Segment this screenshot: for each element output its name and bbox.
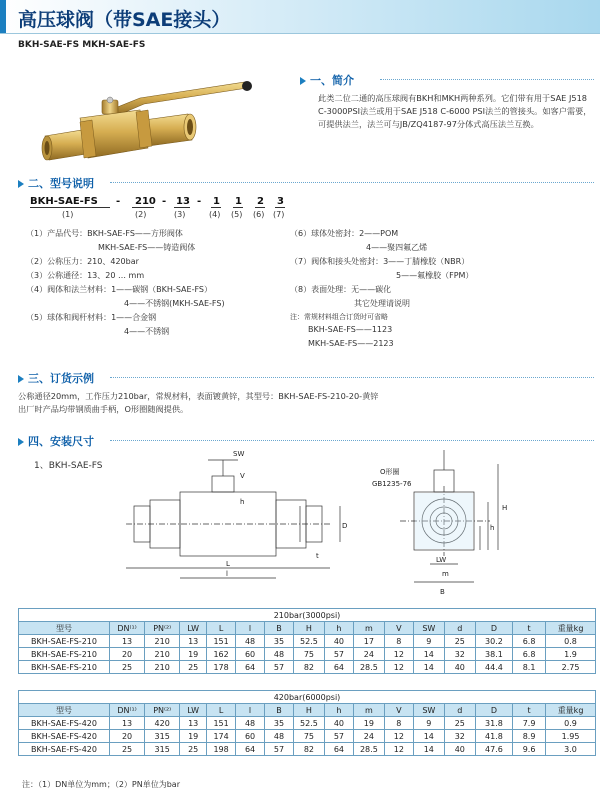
table-cell: 14 (413, 730, 444, 743)
model-code-index: (1) (62, 210, 74, 219)
dim-oring-std: GB1235-76 (372, 480, 412, 488)
table-cell: 12 (384, 648, 413, 661)
table-cell: 20 (109, 730, 144, 743)
dim-ring-h: h (490, 524, 495, 532)
table-row (19, 648, 596, 661)
table-cell: 48 (236, 717, 265, 730)
table-cell: 9.6 (513, 743, 546, 756)
model-desc-left: （2）公称压力：210、420bar (26, 257, 139, 266)
section-arrow-icon (18, 180, 24, 188)
table-header-cell: l (236, 622, 265, 635)
table-cell: 8 (384, 635, 413, 648)
model-desc-left: MKH-SAE-FS——铸造阀体 (98, 243, 196, 252)
table-cell: 8 (384, 717, 413, 730)
table-cell: 0.9 (546, 717, 596, 730)
table-cell: 14 (413, 661, 444, 674)
table-cell: 40 (444, 661, 475, 674)
table-cell: 6.8 (513, 648, 546, 661)
order-example (18, 390, 379, 416)
table-cell: 32 (444, 730, 475, 743)
dim-sw: SW (233, 450, 245, 458)
model-code-index: (4) (209, 210, 221, 219)
model-underline (174, 207, 190, 208)
table-cell: 8.9 (513, 730, 546, 743)
table-cell: 19 (180, 730, 207, 743)
table-cell: 25 (444, 635, 475, 648)
model-desc-note: 注：常规材料组合订货时可省略 (290, 313, 388, 321)
divider (380, 79, 594, 80)
table-cell: 38.1 (475, 648, 512, 661)
table-cell: 315 (145, 743, 180, 756)
table-cell: 32 (444, 648, 475, 661)
dim-d: D (342, 522, 348, 530)
table-cell: 82 (293, 743, 324, 756)
table-header-cell: d (444, 704, 475, 717)
table-cell: 9 (413, 717, 444, 730)
table-cell: 75 (293, 730, 324, 743)
spec-table-210bar (18, 608, 596, 674)
table-cell: 7.9 (513, 717, 546, 730)
table-cell: 13 (180, 635, 207, 648)
table-cell: 24 (353, 648, 384, 661)
dim-v: V (240, 472, 245, 480)
intro-section-title: 一、简介 (300, 72, 354, 88)
model-desc-right: 5——氟橡胶（FPM） (396, 271, 474, 280)
table-header-cell: h (324, 704, 353, 717)
order-line: 出厂时产品均带钢质曲手柄，O形圈随阀提供。 (18, 404, 189, 414)
table-cell: 25 (444, 717, 475, 730)
table-cell: 82 (293, 661, 324, 674)
model-code-part: 3 (277, 196, 284, 207)
table-cell: 1.95 (546, 730, 596, 743)
table-cell: 44.4 (475, 661, 512, 674)
table-cell: 13 (109, 635, 144, 648)
dim-h: h (240, 498, 245, 506)
dim-h-big: H (502, 504, 508, 512)
spec-table-420bar (18, 690, 596, 756)
table-header-cell: V (384, 622, 413, 635)
footnote: 注：（1）DN单位为mm；（2）PN单位为bar (22, 780, 180, 789)
table-cell: 60 (236, 648, 265, 661)
table-header-cell: H (293, 622, 324, 635)
table-cell: BKH-SAE-FS-210 (19, 635, 110, 648)
model-section-title: 二、型号说明 (18, 175, 94, 191)
model-code-part: 13 (176, 196, 190, 207)
order-line: 公称通径20mm，工作压力210bar，常规材料，表面镀黄锌，其型号：BKH-SAE-FS-210-20-黄锌 (18, 391, 379, 401)
table-cell: 198 (207, 743, 236, 756)
table-cell: 40 (444, 743, 475, 756)
table-header-cell: L (207, 704, 236, 717)
table-cell: 25 (109, 743, 144, 756)
table-cell: 57 (265, 661, 294, 674)
table-cell: 25 (109, 661, 144, 674)
model-desc-right: BKH-SAE-FS——1123 (308, 325, 393, 334)
dimension-drawing (0, 440, 600, 610)
divider (110, 182, 594, 183)
section-arrow-icon (300, 77, 306, 85)
table-cell: 75 (293, 648, 324, 661)
table-header-cell: SW (413, 622, 444, 635)
model-desc-left: 4——不锈钢 (124, 327, 170, 336)
table-cell: 35 (265, 635, 294, 648)
dim-oring: O形圈 (380, 468, 400, 476)
table-cell: 40 (324, 717, 353, 730)
table-header-cell: l (236, 704, 265, 717)
page-header (0, 0, 600, 34)
table-cell: 60 (236, 730, 265, 743)
intro-text: 此类二位二通的高压球阀有BKH和MKH两种系列。它们带有用于SAE J518 C-3000PSI法兰或用于SAE J518 C-6000 PSI法兰的管接头。如客户需要，可提供法兰，法兰可与JB/ZQ4187-97分体式高压法兰互换。 (318, 93, 592, 129)
table-cell: 8.1 (513, 661, 546, 674)
model-underline (211, 207, 221, 208)
table-cell: 0.8 (546, 635, 596, 648)
section-arrow-icon (18, 375, 24, 383)
table-header-cell: LW (180, 622, 207, 635)
table-cell: 25 (180, 661, 207, 674)
table-row (19, 661, 596, 674)
header-accent-bar (0, 0, 6, 33)
model-underline (233, 207, 243, 208)
table-cell: 19 (353, 717, 384, 730)
table-cell: 12 (384, 661, 413, 674)
install-section-title: 四、安装尺寸 (18, 433, 94, 449)
table-cell: 35 (265, 717, 294, 730)
table-header-cell: PN⁽²⁾ (145, 622, 180, 635)
dim-m: m (442, 570, 449, 578)
table-cell: 12 (384, 730, 413, 743)
table-header-cell: h (324, 622, 353, 635)
table-header-cell: t (513, 704, 546, 717)
table-cell: 52.5 (293, 635, 324, 648)
table-cell: 151 (207, 717, 236, 730)
table-header-cell: D (475, 704, 512, 717)
model-underline (132, 207, 154, 208)
table-header-cell: V (384, 704, 413, 717)
table-cell: BKH-SAE-FS-420 (19, 717, 110, 730)
table-row (19, 730, 596, 743)
table-cell: 57 (265, 743, 294, 756)
model-code-index: (6) (253, 210, 265, 219)
divider (110, 377, 594, 378)
page-title: 高压球阀（带SAE接头） (18, 9, 231, 31)
model-desc-right: （6）球体处密封：2——POM (290, 229, 399, 238)
table-cell: 41.8 (475, 730, 512, 743)
table-header-cell: m (353, 704, 384, 717)
model-code-part: BKH-SAE-FS (30, 196, 98, 207)
table-cell: 14 (413, 743, 444, 756)
install-subtitle: 1、BKH-SAE-FS (34, 461, 103, 471)
table-cell: 47.6 (475, 743, 512, 756)
model-desc-left: 4——不锈钢(MKH-SAE-FS) (124, 299, 225, 308)
table-cell: 19 (180, 648, 207, 661)
model-code-part: 1 (213, 196, 220, 207)
dim-b: B (440, 588, 445, 596)
table-cell: 28.5 (353, 743, 384, 756)
model-desc-left: （5）球体和阀杆材料：1——合金钢 (26, 313, 157, 322)
table-header-cell: PN⁽²⁾ (145, 704, 180, 717)
table-cell: 31.8 (475, 717, 512, 730)
table-cell: 40 (324, 635, 353, 648)
model-desc-right: 其它处理请说明 (354, 299, 410, 308)
table-header-cell: D (475, 622, 512, 635)
table-cell: 48 (265, 648, 294, 661)
model-underline (255, 207, 265, 208)
model-code-part: - (197, 196, 202, 207)
table-header-cell: m (353, 622, 384, 635)
model-desc-right: MKH-SAE-FS——2123 (308, 339, 394, 348)
order-section-title: 三、订货示例 (18, 370, 94, 386)
table-header-cell: DN⁽¹⁾ (109, 704, 144, 717)
table-cell: 151 (207, 635, 236, 648)
table-cell: 3.0 (546, 743, 596, 756)
table-cell: 30.2 (475, 635, 512, 648)
model-desc-right: （8）表面处理：无——碳化 (290, 285, 392, 294)
table-row (19, 717, 596, 730)
table-cell: 210 (145, 635, 180, 648)
model-underline (30, 207, 110, 208)
table-cell: 9 (413, 635, 444, 648)
model-code-part: - (116, 196, 121, 207)
table-cell: 420 (145, 717, 180, 730)
model-desc-right: 4——聚四氟乙烯 (366, 243, 428, 252)
table-caption: 210bar(3000psi) (19, 609, 596, 622)
dim-t: t (316, 552, 319, 560)
table-cell: 315 (145, 730, 180, 743)
model-underline (275, 207, 285, 208)
table-cell: 178 (207, 661, 236, 674)
table-header-cell: DN⁽¹⁾ (109, 622, 144, 635)
table-cell: 20 (109, 648, 144, 661)
model-code-index: (5) (231, 210, 243, 219)
model-code-index: (3) (174, 210, 186, 219)
table-cell: 162 (207, 648, 236, 661)
model-code-part: 2 (257, 196, 264, 207)
table-header-cell: B (265, 704, 294, 717)
table-cell: 57 (324, 730, 353, 743)
table-header-cell: 重量kg (546, 704, 596, 717)
model-desc-left: （1）产品代号：BKH-SAE-FS——方形阀体 (26, 229, 183, 238)
table-header-cell: H (293, 704, 324, 717)
dim-l-big: L (226, 560, 230, 568)
model-code-part: 1 (235, 196, 242, 207)
model-desc-right: （7）阀体和接头处密封：3——丁腈橡胶（NBR） (290, 257, 470, 266)
model-desc-left: （3）公称通径：13、20 … mm (26, 271, 145, 280)
table-cell: 64 (324, 743, 353, 756)
table-header-cell: 重量kg (546, 622, 596, 635)
table-cell: 48 (265, 730, 294, 743)
table-cell: 64 (324, 661, 353, 674)
table-header-cell: 型号 (19, 704, 110, 717)
table-cell: 14 (413, 648, 444, 661)
table-cell: 48 (236, 635, 265, 648)
table-header-cell: t (513, 622, 546, 635)
table-cell: 25 (180, 743, 207, 756)
table-cell: 174 (207, 730, 236, 743)
table-cell: BKH-SAE-FS-210 (19, 661, 110, 674)
table-header-cell: LW (180, 704, 207, 717)
table-caption: 420bar(6000psi) (19, 691, 596, 704)
model-code-index: (2) (135, 210, 147, 219)
table-header-cell: 型号 (19, 622, 110, 635)
table-row (19, 743, 596, 756)
table-header-cell: L (207, 622, 236, 635)
model-code-index: (7) (273, 210, 285, 219)
dim-lw: LW (436, 556, 447, 564)
dim-l-small: l (226, 570, 228, 578)
table-cell: 24 (353, 730, 384, 743)
table-cell: 17 (353, 635, 384, 648)
table-row (19, 635, 596, 648)
table-cell: 6.8 (513, 635, 546, 648)
table-cell: 13 (109, 717, 144, 730)
table-cell: BKH-SAE-FS-210 (19, 648, 110, 661)
table-cell: 28.5 (353, 661, 384, 674)
table-cell: 210 (145, 648, 180, 661)
table-cell: 57 (324, 648, 353, 661)
table-cell: 12 (384, 743, 413, 756)
table-header-cell: B (265, 622, 294, 635)
table-cell: BKH-SAE-FS-420 (19, 730, 110, 743)
table-cell: 1.9 (546, 648, 596, 661)
models-line: BKH-SAE-FS MKH-SAE-FS (18, 40, 146, 50)
table-cell: 210 (145, 661, 180, 674)
model-code-part: 210 (135, 196, 156, 207)
table-cell: 64 (236, 661, 265, 674)
table-cell: 13 (180, 717, 207, 730)
table-cell: 52.5 (293, 717, 324, 730)
table-cell: 2.75 (546, 661, 596, 674)
table-header-cell: SW (413, 704, 444, 717)
table-cell: 64 (236, 743, 265, 756)
model-code-part: - (162, 196, 167, 207)
model-desc-left: （4）阀体和法兰材料：1——碳钢（BKH-SAE-FS） (26, 285, 212, 294)
table-header-cell: d (444, 622, 475, 635)
ball-valve-illustration (40, 70, 260, 180)
table-cell: BKH-SAE-FS-420 (19, 743, 110, 756)
